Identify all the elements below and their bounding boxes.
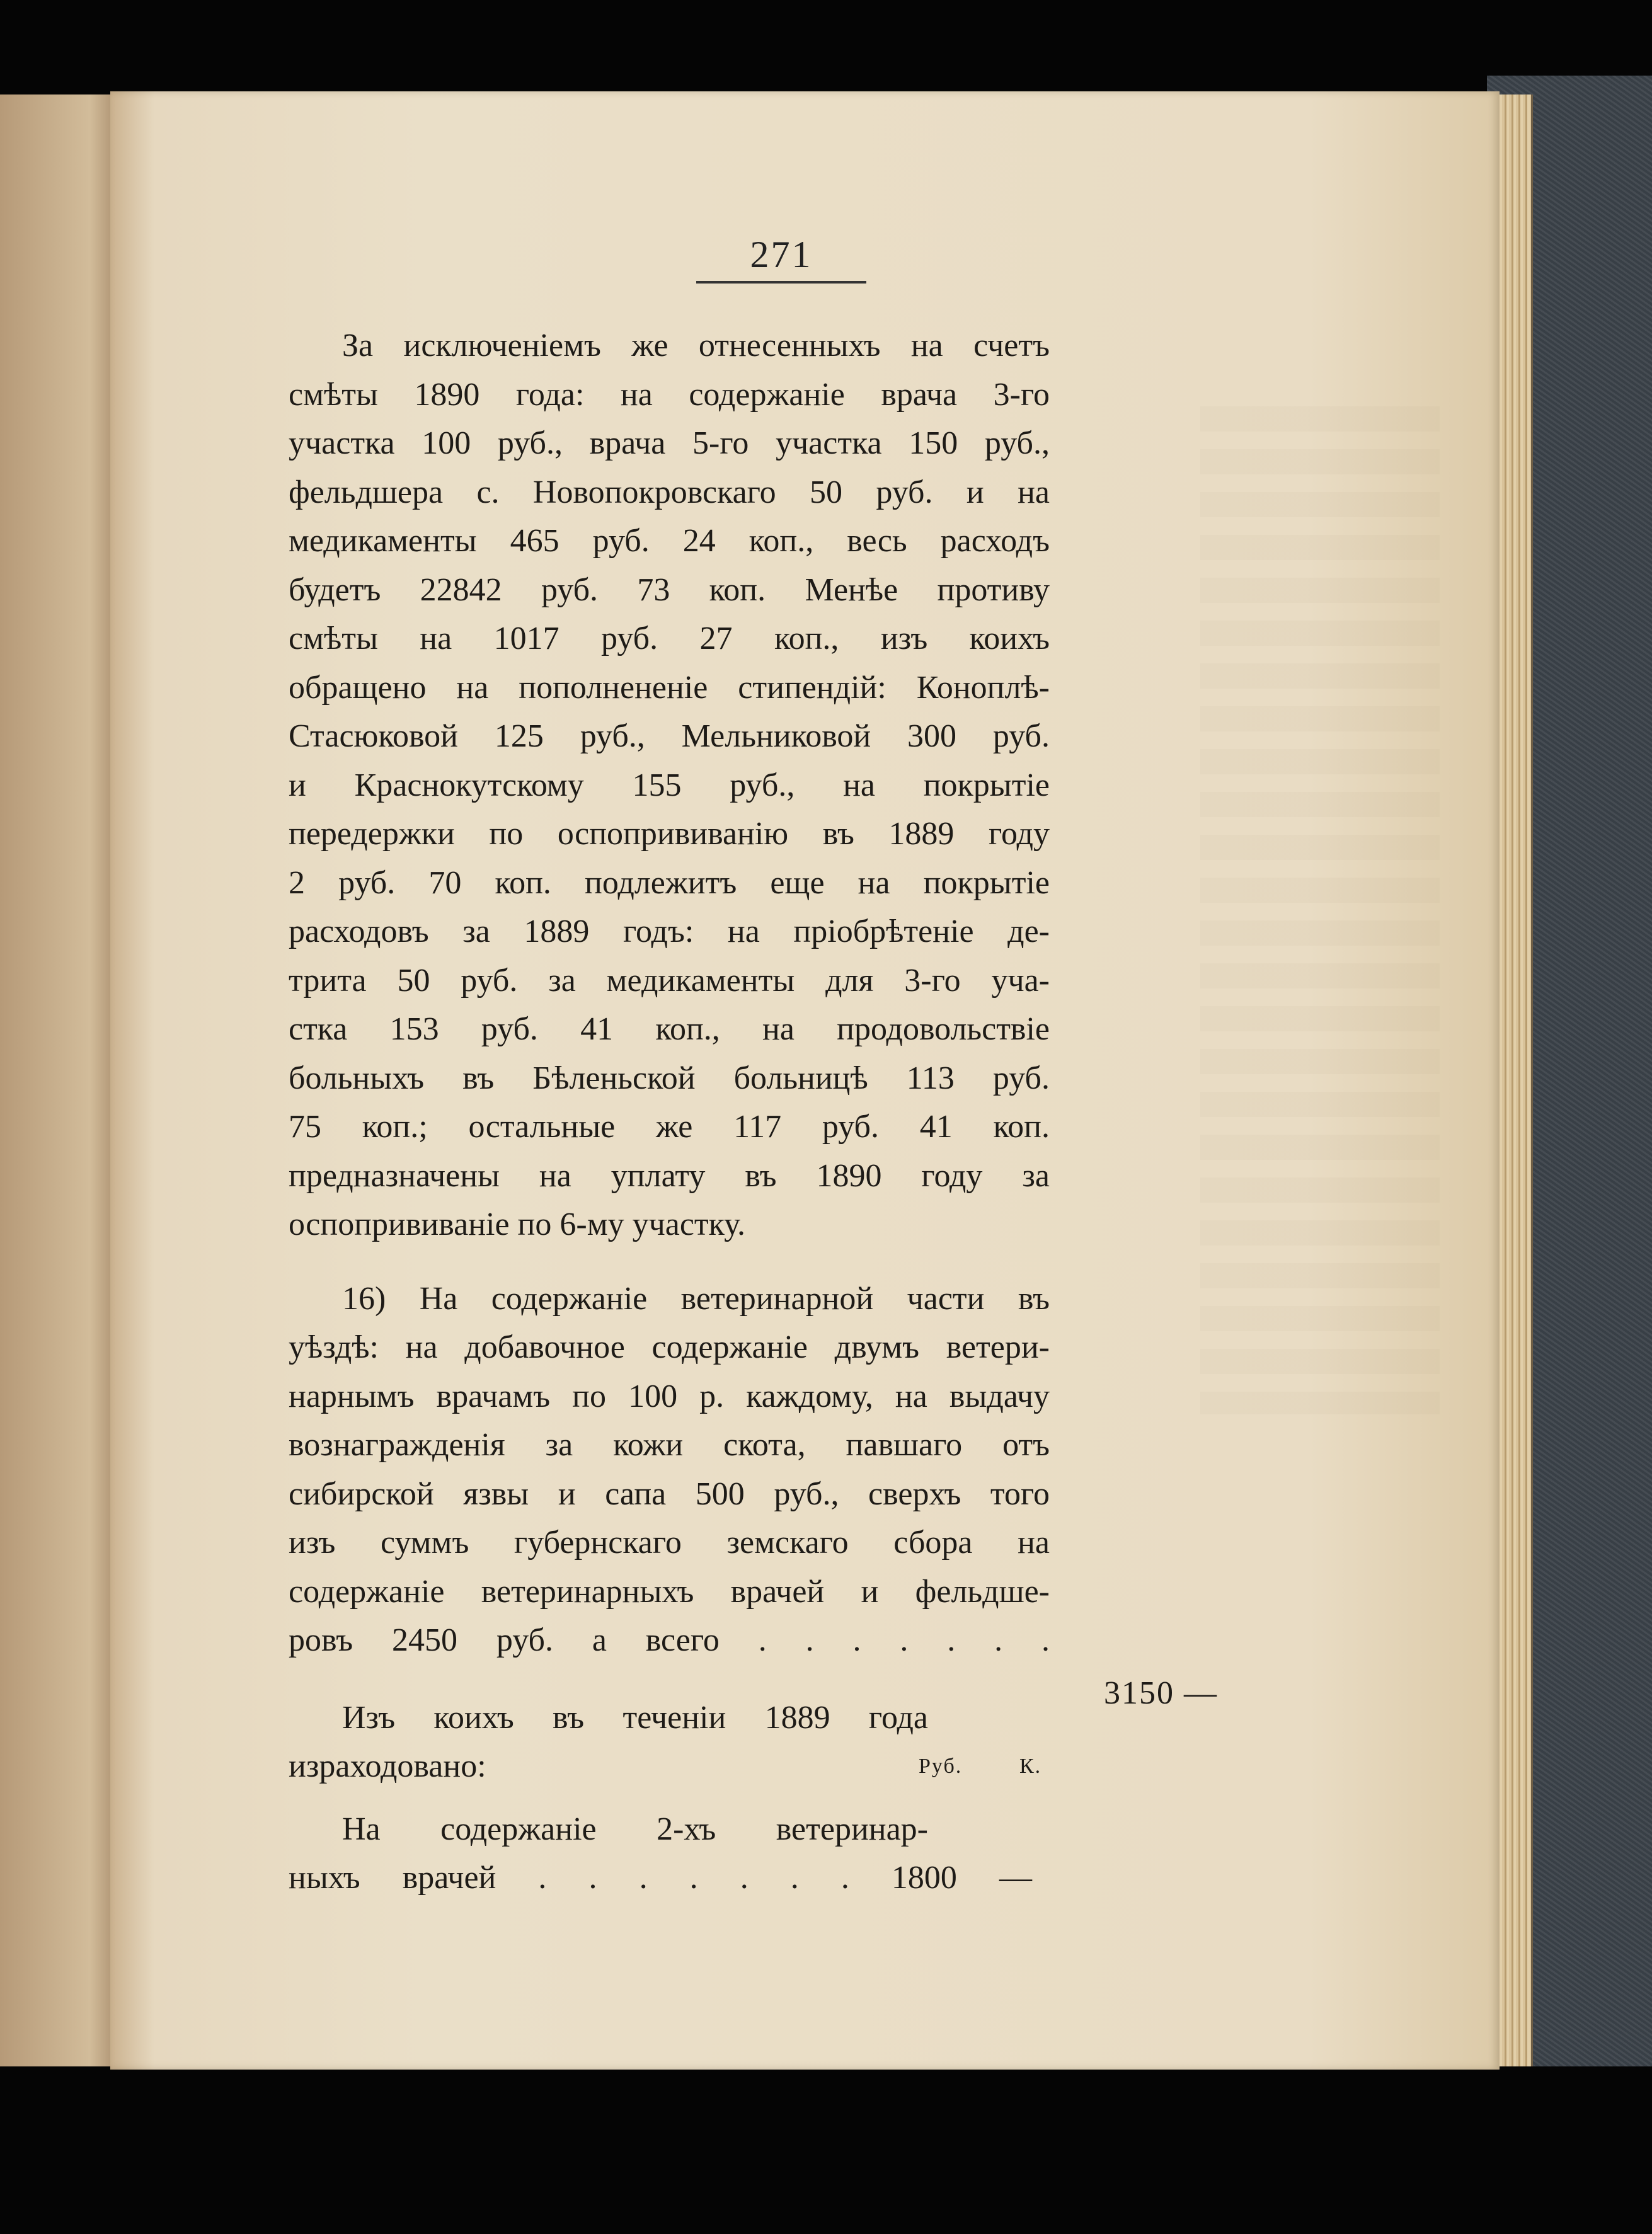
text-line: трита 50 руб. за медикаменты для 3-го уча- [289, 962, 1050, 999]
text-line: Изъ коихъ въ теченiи 1889 года [342, 1699, 928, 1736]
text-line: участка 100 руб., врача 5-го участка 150 руб., [289, 425, 1050, 461]
kop-column-header: К. [1019, 1755, 1042, 1778]
text-line: предназначены на уплату въ 1890 году за [289, 1157, 1050, 1194]
text-line: изъ суммъ губернскаго земскаго сбора на [289, 1525, 1050, 1561]
text-line: 2 руб. 70 коп. подлежитъ еще на покрытiе [289, 864, 1050, 901]
text-line: передержки по оспопрививанiю въ 1889 году [289, 816, 1050, 852]
page-number-rule [696, 281, 866, 284]
text-line: стка 153 руб. 41 коп., на продовольствiе [289, 1011, 1050, 1047]
total-amount: 3150 — [1104, 1675, 1218, 1711]
subtotal-label: израходовано: [289, 1748, 486, 1784]
show-through [1200, 406, 1440, 1414]
text-line: уѣздѣ: на добавочное содержанiе двумъ ветери- [289, 1329, 1050, 1365]
text-line: смѣты на 1017 руб. 27 коп., изъ коихъ [289, 621, 1050, 656]
text-line: На содержанiе 2-хъ ветеринар- [342, 1811, 928, 1847]
text-line: За исключенiемъ же отнесенныхъ на счетъ [342, 328, 1050, 364]
text-line: фельдшера с. Новопокровскаго 50 руб. и на [289, 474, 1050, 510]
text-line: нарнымъ врачамъ по 100 р. каждому, на выдачу [289, 1378, 1050, 1414]
text-line: ровъ 2450 руб. а всего . . . . . . . [289, 1622, 1050, 1658]
text-line: больныхъ въ Бѣленьской больницѣ 113 руб. [289, 1060, 1050, 1096]
page-text [289, 321, 1050, 1903]
text-line: и Краснокутскому 155 руб., на покрытiе [289, 767, 1050, 803]
text-line: 16) На содержанiе ветеринарной части въ [342, 1280, 1050, 1317]
text-line: будетъ 22842 руб. 73 коп. Менѣе противу [289, 571, 1050, 608]
previous-page [0, 95, 122, 2066]
text-line: вознагражденiя за кожи скота, павшаго отъ [289, 1427, 1050, 1463]
text-line: 75 коп.; остальные же 117 руб. 41 коп. [289, 1109, 1050, 1145]
text-line: ныхъ врачей . . . . . . . 1800 — [289, 1860, 1032, 1896]
text-line: сибирской язвы и сапа 500 руб., сверхъ того [289, 1475, 1050, 1512]
text-line [289, 1742, 1050, 1791]
page-number: 271 [750, 234, 813, 275]
text-line: содержанiе ветеринарныхъ врачей и фельдше- [289, 1573, 1050, 1610]
rub-column-header: Руб. [919, 1755, 963, 1778]
text-line: медикаменты 465 руб. 24 коп., весь расходъ [289, 523, 1050, 559]
text-line: смѣты 1890 года: на содержанiе врача 3-го [289, 376, 1050, 413]
text-line: Стасюковой 125 руб., Мельниковой 300 руб. [289, 718, 1050, 754]
text-line: расходовъ за 1889 годъ: на прiобрѣтенiе де- [289, 914, 1050, 949]
text-line: обращено на пополнененiе стипендiй: Коноплѣ- [289, 669, 1050, 706]
text-line: оспопрививанiе по 6-му участку. [289, 1206, 745, 1242]
